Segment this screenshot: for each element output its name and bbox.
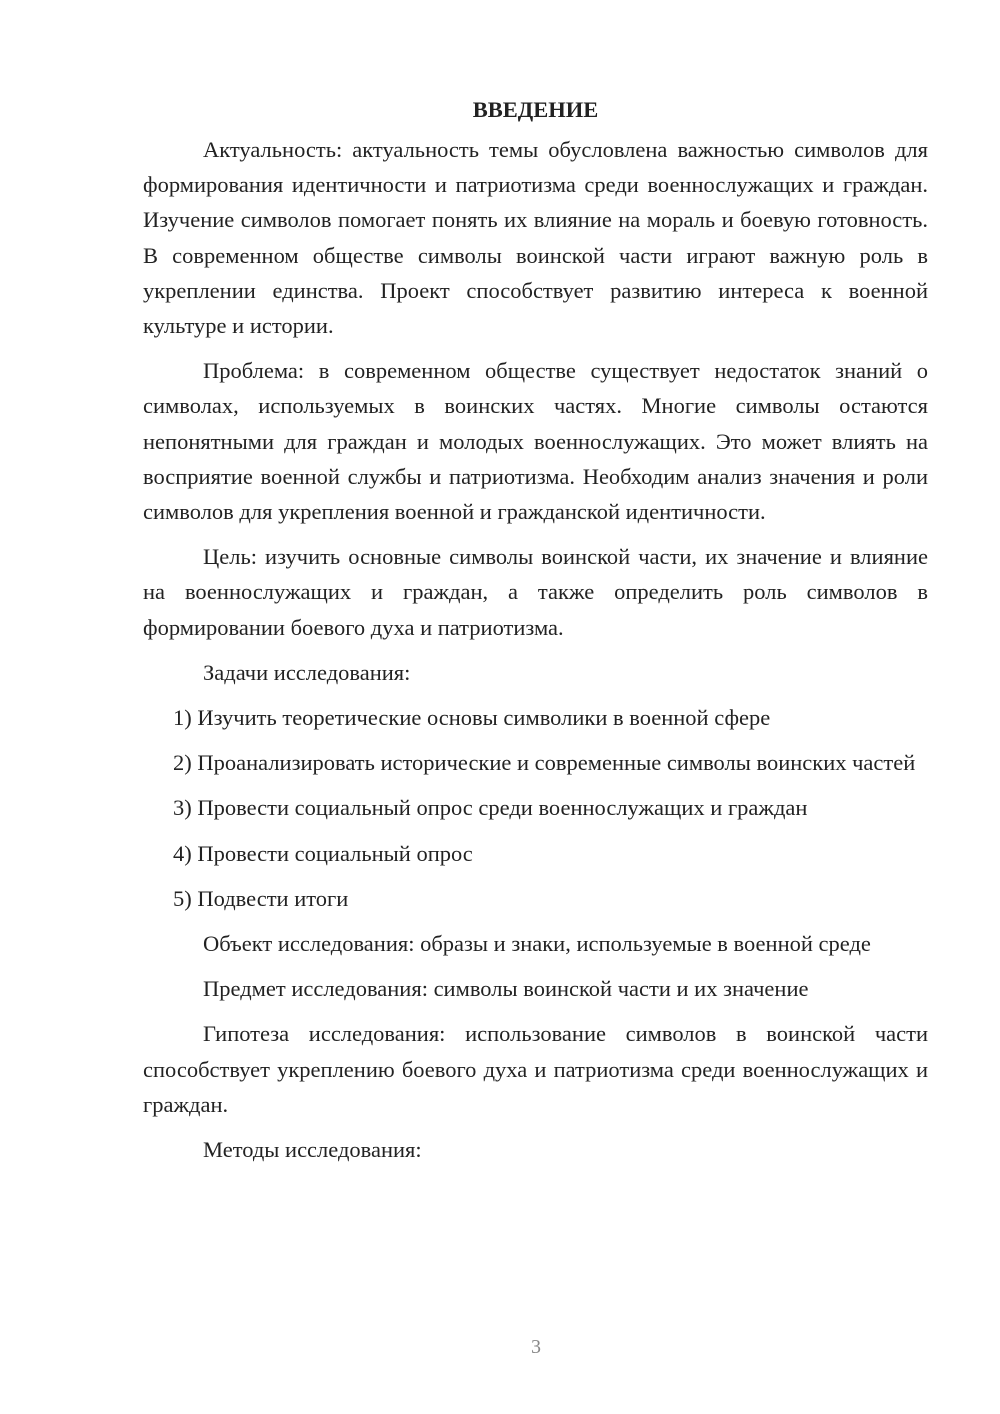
goal-paragraph: Цель: изучить основные символы воинской части, их значение и влияние на военнослужащих и граждан, а также определить роль символов в формировании боевого духа и патриотизма.: [143, 544, 928, 640]
tasks-title: Задачи исследования:: [203, 659, 411, 685]
hypothesis-paragraph: Гипотеза исследования: использование символов в воинской части способствует укреплению боевого духа и патриотизма среди военнослужащих и граждан.: [143, 1021, 928, 1117]
subject-paragraph: Предмет исследования: символы воинской части и их значение: [203, 976, 809, 1002]
task-item: 5) Подвести итоги: [173, 885, 349, 911]
page-number: 3: [531, 1336, 541, 1358]
object-paragraph: Объект исследования: образы и знаки, используемые в военной среде: [203, 931, 871, 957]
section-heading: ВВЕДЕНИЕ: [472, 97, 599, 122]
page-content: [143, 92, 928, 1177]
task-item: 4) Провести социальный опрос: [173, 840, 473, 866]
methods-title: Методы исследования:: [203, 1137, 422, 1163]
task-item: 2) Проанализировать исторические и современные символы воинских частей: [173, 750, 916, 776]
problem-paragraph: Проблема: в современном обществе существует недостаток знаний о символах, используемых в воинских частях. Многие символы остаются непонятными для граждан и молодых военнослужащих. Это может влиять на восприятие военной службы и патриотизма. Необходим анализ значения и роли символов для укрепления военной и гражданской идентичности.: [143, 358, 928, 525]
task-item: 3) Провести социальный опрос среди военнослужащих и граждан: [173, 795, 808, 821]
relevance-paragraph: Актуальность: актуальность темы обусловлена важностью символов для формирования идентичности и патриотизма среди военнослужащих и граждан. Изучение символов помогает понять их влияние на мораль и боевую готовность. В современном обществе символы воинской части играют важную роль в укреплении единства. Проект способствует развитию интереса к военной культуре и истории.: [143, 137, 928, 339]
task-item: 1) Изучить теоретические основы символики в военной сфере: [173, 705, 771, 731]
